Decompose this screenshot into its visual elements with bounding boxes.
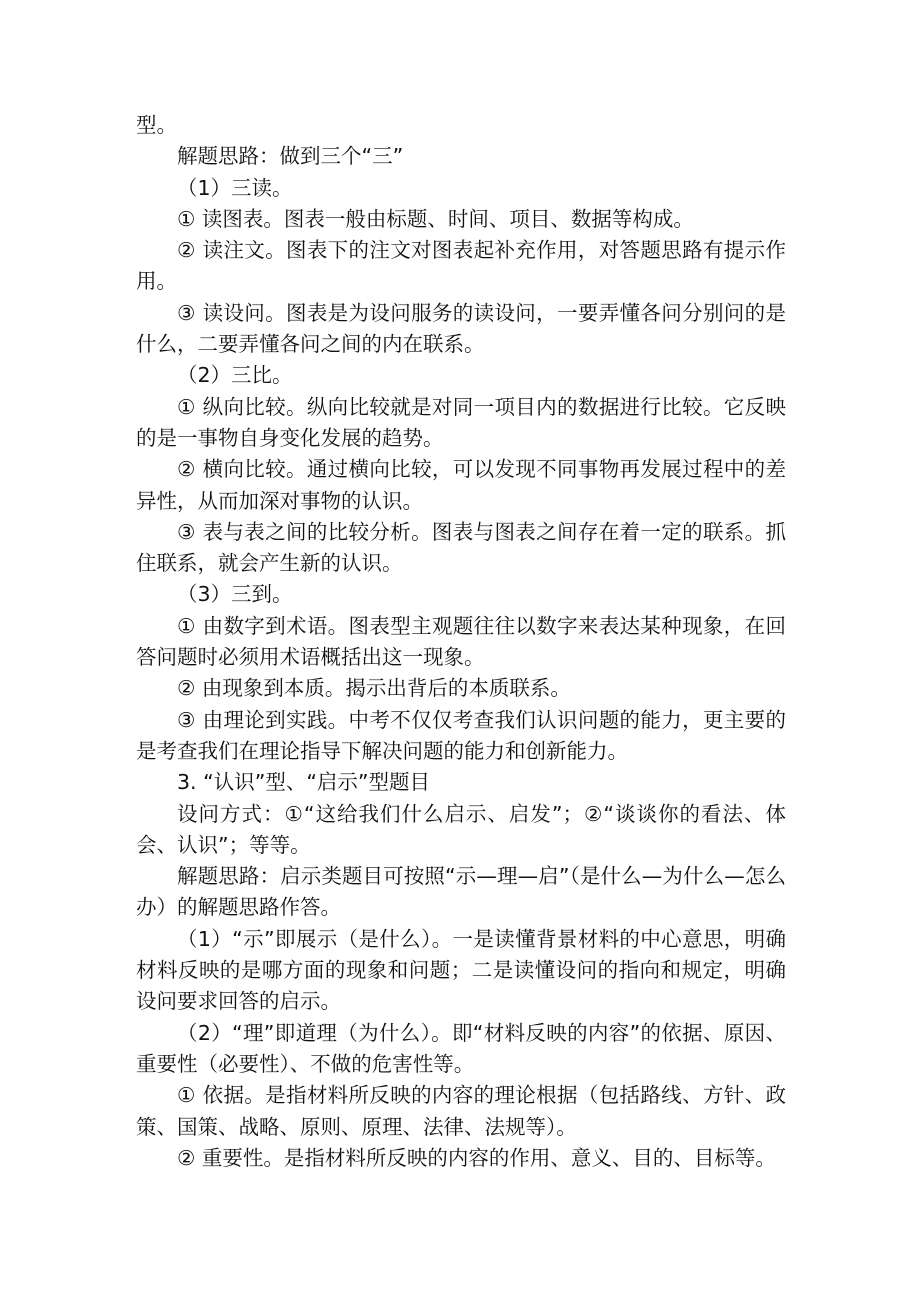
paragraph: ③ 读设问。图表是为设问服务的读设问，一要弄懂各问分别问的是什么，二要弄懂各问之间的内在联系。	[136, 300, 786, 357]
paragraph: 解题思路：启示类题目可按照“示—理—启”（是什么—为什么—怎么办）的解题思路作答。	[136, 864, 786, 920]
paragraph: ① 纵向比较。纵向比较就是对同一项目内的数据进行比较。它反映的是一事物自身变化发展的趋势。	[136, 394, 786, 450]
paragraph: ① 读图表。图表一般由标题、时间、项目、数据等构成。	[177, 206, 694, 231]
paragraph: 型。	[136, 113, 177, 137]
paragraph: （3）三到。	[177, 582, 293, 607]
paragraph: ① 由数字到术语。图表型主观题往往以数字来表达某种现象，在回答问题时必须用术语概括出这一现象。	[136, 613, 786, 670]
paragraph: ② 由现象到本质。揭示出背后的本质联系。	[177, 676, 571, 701]
paragraph: （2）三比。	[177, 363, 293, 388]
paragraph: ③ 表与表之间的比较分析。图表与图表之间存在着一定的联系。抓住联系，就会产生新的认识。	[136, 519, 786, 576]
paragraph: 解题思路：做到三个“三”	[177, 144, 404, 169]
paragraph: ① 依据。是指材料所反映的内容的理论根据（包括路线、方针、政策、国策、战略、原则、原理、法律、法规等）。	[136, 1083, 786, 1139]
paragraph: 3. “认识”型、“启示”型题目	[177, 770, 431, 795]
paragraph: （1）“示”即展示（是什么）。一是读懂背景材料的中心意思，明确材料反映的是哪方面的现象和问题；二是读懂设问的指向和规定，明确设问要求回答的启示。	[136, 926, 786, 1014]
paragraph: ② 重要性。是指材料所反映的内容的作用、意义、目的、目标等。	[177, 1145, 776, 1170]
paragraph: ② 横向比较。通过横向比较，可以发现不同事物再发展过程中的差异性，从而加深对事物的认识。	[136, 457, 786, 513]
paragraph: （1）三读。	[177, 175, 293, 200]
paragraph: ③ 由理论到实践。中考不仅仅考查我们认识问题的能力，更主要的是考查我们在理论指导下解决问题的能力和创新能力。	[136, 707, 786, 763]
paragraph: （2）“理”即道理（为什么）。即“材料反映的内容”的依据、原因、重要性（必要性）、不做的危害性等。	[136, 1020, 786, 1076]
paragraph: 设问方式：①“这给我们什么启示、启发”；②“谈谈你的看法、体会、认识”；等等。	[136, 801, 786, 857]
paragraph: ② 读注文。图表下的注文对图表起补充作用，对答题思路有提示作用。	[136, 238, 786, 294]
document-body	[136, 110, 786, 1174]
